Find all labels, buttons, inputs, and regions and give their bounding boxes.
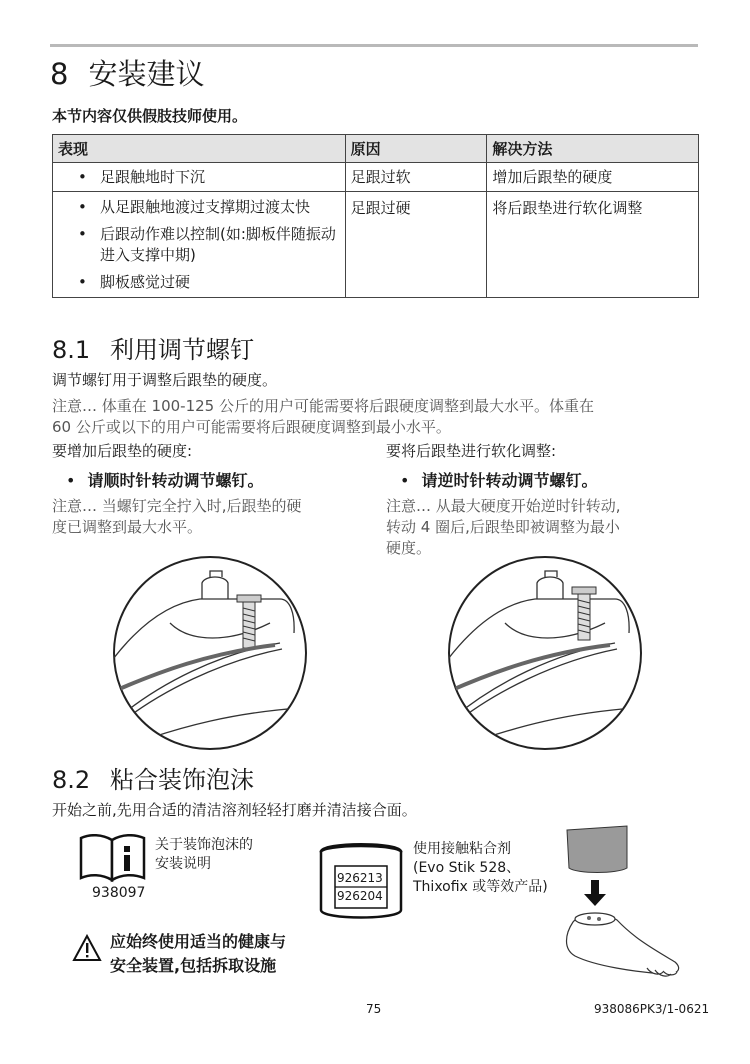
adhesive-caption-line: Thixofix 或等效产品) [413, 879, 548, 895]
can-codes [337, 869, 383, 905]
cause-cell: 足跟过硬 [345, 192, 487, 298]
note-line: 转动 4 圈后,后跟垫即被调整为最小 [386, 518, 620, 536]
solution-cell: 将后跟垫进行软化调整 [487, 192, 699, 298]
section-82-heading [52, 760, 254, 795]
note-line: 度已调整到最大水平。 [52, 518, 203, 536]
solution-cell: 增加后跟垫的硬度 [487, 163, 699, 192]
section-81-intro: 调节螺钉用于调整后跟垫的硬度。 [52, 371, 278, 389]
table-row [53, 192, 699, 298]
increase-bullet [52, 468, 263, 491]
page-number: 75 [366, 1002, 382, 1016]
note-line: 注意… 当螺钉完全拧入时,后跟垫的硬 [52, 497, 302, 515]
table-row [53, 163, 699, 192]
decrease-heading: 要将后跟垫进行软化调整: [386, 442, 557, 460]
can-code: 926213 [337, 871, 383, 885]
note-line: 硬度。 [386, 539, 432, 557]
screw-tightened-illustration [110, 553, 310, 753]
section-number: 8 [50, 57, 69, 91]
symptom-item: • 足跟触地时下沉 [58, 167, 340, 188]
warning-line: 安全装置,包括拆取设施 [110, 956, 277, 975]
section-81-heading [52, 330, 254, 365]
section-intro: 本节内容仅供假肢技师使用。 [52, 107, 248, 125]
cause-cell: 足跟过软 [345, 163, 487, 192]
header-solution: 解决方法 [487, 135, 699, 163]
weight-note-line: 60 公斤或以下的用户可能需要将后跟硬度调整到最小水平。 [52, 418, 451, 436]
down-arrow-icon [591, 880, 599, 894]
troubleshooting-table [52, 134, 699, 298]
adhesive-caption-line: (Evo Stik 528、 [413, 860, 521, 876]
section-number: 8.2 [52, 766, 91, 794]
header-symptom: 表现 [53, 135, 346, 163]
safety-warning [110, 930, 286, 978]
section-title: 利用调节螺钉 [110, 336, 254, 364]
weight-note [52, 396, 702, 438]
symptom-item: • 脚板感觉过硬 [58, 272, 340, 293]
symptom-list [58, 197, 340, 293]
header-cause: 原因 [345, 135, 487, 163]
increase-instruction: 请顺时针转动调节螺钉。 [87, 471, 264, 490]
section-number: 8.1 [52, 336, 91, 364]
screw-loosened-illustration [445, 553, 645, 753]
bullet-dot: • [400, 471, 410, 490]
adhesive-caption-line: 使用接触粘合剂 [413, 841, 511, 857]
warning-triangle-icon [72, 934, 102, 962]
weight-note-line: 注意… 体重在 100-125 公斤的用户可能需要将后跟硬度调整到最大水平。体重在 [52, 397, 594, 415]
decrease-instruction: 请逆时针转动调节螺钉。 [421, 471, 598, 490]
bullet-dot: • [66, 471, 76, 490]
section-title: 粘合装饰泡沫 [110, 766, 254, 794]
can-code: 926204 [337, 889, 383, 903]
manual-caption-line: 关于装饰泡沫的 [155, 837, 253, 853]
warning-line: 应始终使用适当的健康与 [110, 932, 287, 951]
manual-caption [155, 836, 253, 874]
document-code: 938086PK3/1-0621 [594, 1002, 710, 1016]
decrease-note [386, 496, 621, 559]
adhesive-caption [413, 840, 548, 897]
section-8-heading [50, 52, 204, 93]
increase-heading: 要增加后跟垫的硬度: [52, 442, 193, 460]
note-line: 注意… 从最大硬度开始逆时针转动, [386, 497, 621, 515]
increase-note [52, 496, 302, 538]
manual-code: 938097 [92, 885, 146, 901]
manual-caption-line: 安装说明 [155, 856, 211, 872]
symptom-item: • 从足跟触地渡过支撑期过渡太快 [58, 197, 340, 218]
symptom-item: • 后跟动作难以控制(如:脚板伴随振动进入支撑中期) [58, 224, 340, 266]
section-82-intro: 开始之前,先用合适的清洁溶剂轻轻打磨并清洁接合面。 [52, 801, 417, 819]
section-title: 安装建议 [88, 57, 205, 91]
foam-cover-foot-illustration [555, 824, 690, 994]
table-header-row [53, 135, 699, 163]
symptom-list [58, 167, 340, 188]
decrease-bullet [386, 468, 597, 491]
top-rule [50, 44, 698, 47]
manual-info-icon [78, 834, 148, 884]
